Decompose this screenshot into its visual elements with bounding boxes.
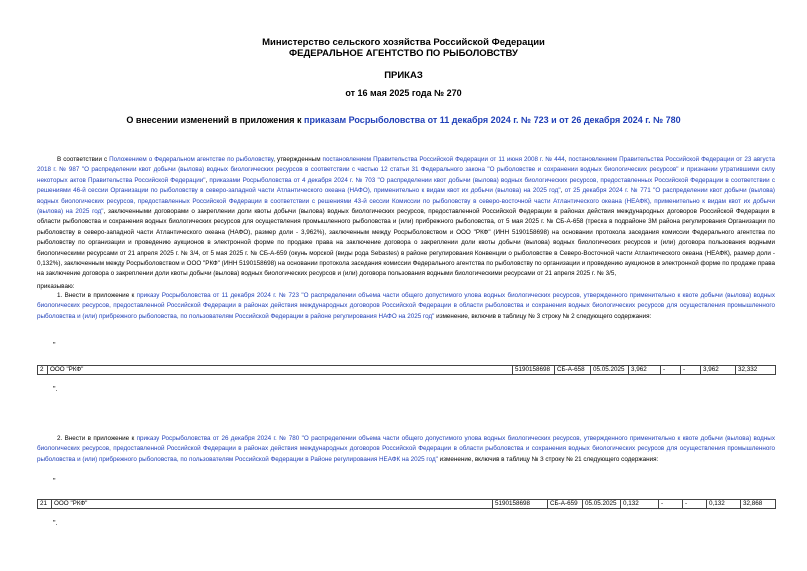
data-table	[37, 365, 776, 375]
item-text: 2. Внести в приложение к	[57, 435, 137, 442]
preamble-paragraph	[37, 155, 775, 280]
table-cell: СБ-А-659	[548, 500, 583, 509]
table-row	[38, 500, 776, 509]
doc-type: ПРИКАЗ	[384, 70, 423, 81]
preamble-text: , утвержденным	[273, 156, 323, 163]
preamble-link[interactable]: постановлением Правительства Российской Федерации от 11 июня 2008 г. № 444	[322, 156, 565, 163]
preamble-text: ,	[564, 156, 569, 163]
preamble-text: , заключенными договорами о закреплении доли квоты добычи (вылова) водных биологических ресурсов, предоставленной Российской Федерации в районах действия международных договоров Российской Федерации в области рыболовства и сохранения водных биологических ресурсов для осуществления промышленного рыболовства и (или) прибрежного рыболовства, от 5 мая 2025 г. № СБ-А-658 (треска в подрайоне 3М района регулирования Организации по рыболовству в северо-западной части Атлантического океана (НАФО), размер доли - 3,962%), заключенным между Росрыболовством и ООО "РКФ" (ИНН 5190158698) на основании протокола заседания комиссии Федерального агентства по рыболовству по организации и проведению аукционов в электронной форме по продаже права на заключение договора о закреплении доли квоты добычи (вылова) водных биологических ресурсов и (или) договора пользования водными биологическими ресурсами от 21 апреля 2025 г. № 3/4, от 5 мая 2025 г. № СБ-А-659 (окунь морской (виды рода Sebastes) в районе регулирования Конвенции о рыболовстве в Северо-Восточной части Атлантического океана (НЕАФК), размер доли - 0,132%), заключенным между Росрыболовством и ООО "РКФ" (ИНН 5190158698) на основании протокола заседания комиссии Федерального агентства по рыболовству по организации и проведению аукционов в электронной форме по продаже права на заключение договора о закреплении доли квоты добычи (вылова) водных биологических ресурсов и (или) договора пользования водными биологическими ресурсами от 21 апреля 2025 г. № 3/5,	[37, 208, 776, 278]
table-cell: 32,868	[741, 500, 776, 509]
preamble-text: ,	[560, 187, 565, 195]
preamble-link[interactable]: постановлением Правительства Российской Федерации от 23 августа 2018 г. № 987 "О распределении квот добычи (вылова) водных биологических ресурсов в соответствии с частью 12 статьи 31 Федерального закона "О рыболовстве и сохранении водных биологических ресурсов" и признании утратившими силу некоторых актов Правительства Российской Федерации"	[37, 156, 776, 184]
preamble-text: ,	[205, 176, 210, 184]
table-row	[38, 366, 776, 375]
quote-open: "	[53, 478, 56, 485]
doc-title	[0, 115, 807, 125]
table-cell: 0,132	[707, 500, 741, 509]
doc-title-link[interactable]: приказам Росрыболовства от 11 декабря 2024 г. № 723 и от 26 декабря 2024 г. № 780	[304, 115, 681, 125]
preamble-link[interactable]: Положением о Федеральном агентстве по рыболовству	[109, 156, 274, 163]
item-text: изменение, включив в таблицу № 3 строку № 21 следующего содержания:	[437, 455, 659, 463]
data-table	[37, 499, 776, 509]
table-cell: ООО "РКФ"	[48, 366, 513, 375]
item-text: 1. Внести в приложение к	[57, 292, 137, 299]
table-cell: -	[661, 366, 681, 375]
quote-close: ".	[53, 520, 58, 527]
table-cell: 2	[38, 366, 48, 375]
table-cell: -	[683, 500, 707, 509]
item-link[interactable]: приказу Росрыболовства от 11 декабря 2024 г. № 723 "О распределении объема части общего допустимого улова водных биологических ресурсов, утвержденного применительно к квоте добычи (вылова) водных биологических ресурсов, предоставленной Российской Федерации в районах действия международных договоров Российской Федерации в области рыболовства и сохранения водных биологических ресурсов для осуществления промышленного рыболовства и (или) прибрежного рыболовства, по пользователям Российской Федерации в районе регулирования НАФО на 2025 год"	[37, 292, 775, 320]
quote-open: "	[53, 342, 56, 349]
item-link[interactable]: приказу Росрыболовства от 26 декабря 2024 г. № 780 "О распределении объема части общего допустимого улова водных биологических ресурсов, утвержденного применительно к квоте добычи (вылова) водных биологических ресурсов, предоставленной Российской Федерации в районах действия международных договоров Российской Федерации в области рыболовства и сохранения водных биологических ресурсов для осуществления промышленного рыболовства и (или) прибрежного рыболовства, по пользователям Российской Федерации в Районе регулирования НЕАФК на 2025 год"	[37, 435, 775, 463]
table-cell: -	[659, 500, 683, 509]
doc-title-prefix: О внесении изменений в приложения к	[126, 115, 305, 125]
table-cell: 5190158698	[513, 366, 555, 375]
preamble-text: В соответствии с	[57, 156, 110, 163]
item-2-paragraph	[37, 434, 775, 465]
agency-name: ФЕДЕРАЛЬНОЕ АГЕНТСТВО ПО РЫБОЛОВСТВУ	[289, 48, 518, 59]
table-cell: 3,962	[701, 366, 736, 375]
table-cell: 5190158698	[493, 500, 548, 509]
order-word: приказываю:	[37, 283, 75, 290]
table-cell: ООО "РКФ"	[52, 500, 493, 509]
doc-date-number: от 16 мая 2025 года № 270	[345, 88, 462, 98]
quote-close: ".	[53, 386, 58, 393]
ministry-name: Министерство сельского хозяйства Российской Федерации	[262, 37, 545, 48]
table-cell: 3,962	[629, 366, 661, 375]
table-cell: -	[681, 366, 701, 375]
table-cell: 05.05.2025	[583, 500, 621, 509]
table-cell: 05.05.2025	[591, 366, 629, 375]
table-cell: 21	[38, 500, 52, 509]
table-cell: СБ-А-658	[555, 366, 591, 375]
table-cell: 32,332	[736, 366, 776, 375]
item-text: изменение, включив в таблицу № 3 строку № 2 следующего содержания:	[434, 312, 652, 320]
preamble-link[interactable]: от 25 декабря 2024 г. № 771 "О распределении квот добычи (вылова) водных биологических ресурсов, предоставленных Российской Федерации в соответствии с решениями 43-й сессии Комиссии по рыболовству в северо-восточной части Атлантического океана (НЕАФК), применительно к видам квот их добычи (вылова) на 2025 год"	[37, 187, 775, 216]
table-cell: 0,132	[621, 500, 659, 509]
item-1-paragraph	[37, 291, 775, 322]
preamble-link[interactable]: приказами Росрыболовства от 4 декабря 2024 г. № 703 "О распределении квот добычи (вылова) водных биологических ресурсов, предоставленных Российской Федерации в соответствии с решениями 46-й сессии Организации по рыболовству в северо-западной части Атлантического океана (НАФО), применительно к видам квот их добычи (вылова) на 2025 год"	[37, 176, 776, 195]
